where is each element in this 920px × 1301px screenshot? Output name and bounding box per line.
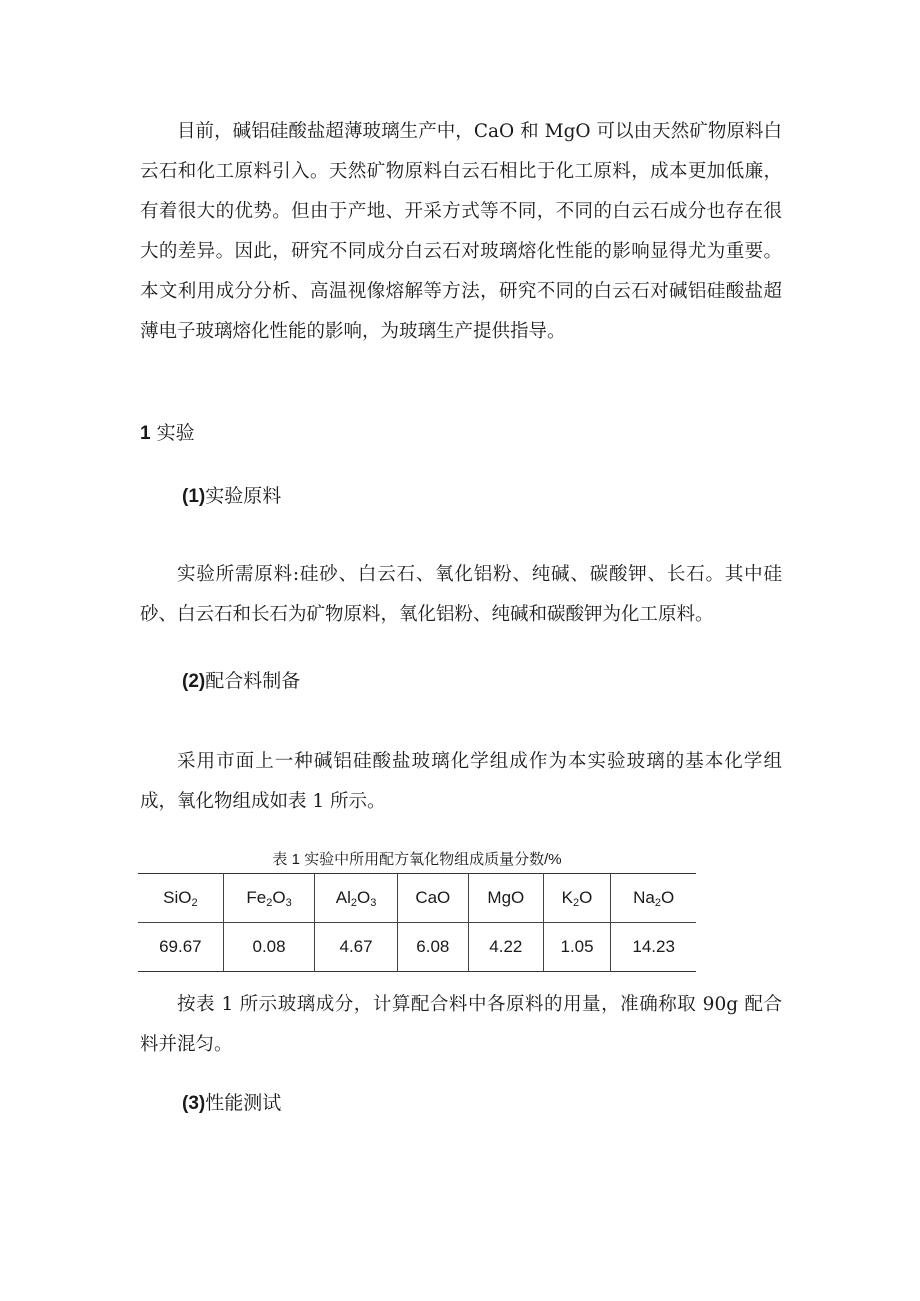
oxide-composition-table: [138, 873, 696, 972]
batch-paragraph: 采用市面上一种碱铝硅酸盐玻璃化学组成作为本实验玻璃的基本化学组成，氧化物组成如表 1 所示。: [140, 751, 782, 812]
table-cell: 6.08: [397, 923, 468, 972]
table-row: [138, 923, 696, 972]
column-header: SiO$_2$: [138, 874, 223, 923]
weighing-paragraph: 按表 1 所示玻璃成分，计算配合料中各原料的用量，准确称取 90g 配合料并混匀。: [140, 994, 782, 1055]
table-cell: 14.23: [611, 923, 696, 972]
materials-paragraph: 实验所需原料:硅砂、白云石、氧化铝粉、纯碱、碳酸钾、长石。其中硅砂、白云石和长石为矿物原料，氧化铝粉、纯碱和碳酸钾为化工原料。: [140, 564, 782, 625]
table-cell: 0.08: [223, 923, 315, 972]
subheading-title: 性能测试: [205, 1092, 282, 1114]
table-cell: 4.22: [468, 923, 543, 972]
column-header: $K_2O$: [543, 874, 610, 923]
table-cell: 1.05: [543, 923, 610, 972]
subheading-materials: [182, 481, 281, 512]
section-heading-experiment: [140, 418, 195, 449]
column-header: $Al_2O_3$: [315, 874, 397, 923]
section-number: 1: [140, 423, 151, 444]
table-header-row: [138, 874, 696, 923]
subheading-number: (2): [182, 671, 206, 692]
column-header: $Na_2O$: [611, 874, 696, 923]
subheading-performance-test: [182, 1088, 281, 1119]
column-header: $Fe_2O_3$: [223, 874, 315, 923]
table-cell: 69.67: [138, 923, 223, 972]
column-header: CaO: [397, 874, 468, 923]
table-cell: 4.67: [315, 923, 397, 972]
subheading-number: (1): [182, 486, 206, 507]
intro-paragraph: 目前，碱铝硅酸盐超薄玻璃生产中，CaO 和 MgO 可以由天然矿物原料白云石和化工原料引入。天然矿物原料白云石相比于化工原料，成本更加低廉，有着很大的优势。但由于产地、开采方式等不同，不同的白云石成分也存在很大的差异。因此，研究不同成分白云石对玻璃熔化性能的影响显得尤为重要。本文利用成分分析、高温视像熔解等方法，研究不同的白云石对碱铝硅酸盐超薄电子玻璃熔化性能的影响，为玻璃生产提供指导。: [140, 121, 782, 342]
subheading-number: (3): [182, 1093, 206, 1114]
subheading-title: 配合料制备: [205, 670, 301, 692]
subheading-batch-preparation: [182, 666, 300, 697]
table-caption: 表 1 实验中所用配方氧化物组成质量分数/%: [272, 851, 562, 868]
section-title: 实验: [156, 422, 195, 444]
column-header: MgO: [468, 874, 543, 923]
subheading-title: 实验原料: [205, 485, 282, 507]
